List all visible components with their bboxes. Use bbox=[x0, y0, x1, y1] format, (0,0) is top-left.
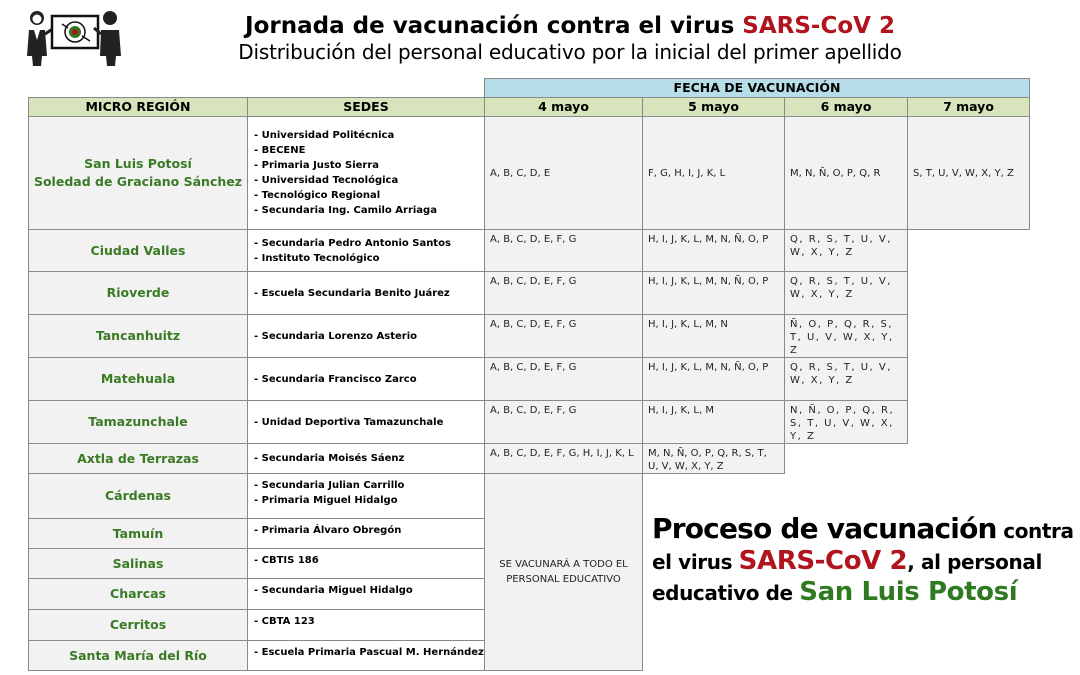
region-cell bbox=[28, 400, 248, 444]
letters-text: H, I, J, K, L, M bbox=[648, 405, 714, 416]
sedes-cell bbox=[247, 548, 485, 579]
letters-text: A, B, C, D, E, F, G bbox=[490, 405, 577, 416]
sedes-cell bbox=[247, 116, 485, 230]
letters-text: F, G, H, I, J, K, L bbox=[648, 167, 726, 179]
sede-item: - Unidad Deportiva Tamazunchale bbox=[254, 416, 444, 428]
region-cell bbox=[28, 518, 248, 549]
letters-text: Q, R, S, T, U, V, W, X, Y, Z bbox=[790, 234, 892, 258]
col-header-micro-region: MICRO REGIÓN bbox=[28, 97, 248, 117]
region-cell bbox=[28, 443, 248, 474]
letters-cell bbox=[642, 116, 785, 230]
region-name: Tamazunchale bbox=[88, 414, 188, 429]
col-header-date: 6 mayo bbox=[784, 97, 908, 117]
letters-text: S, T, U, V, W, X, Y, Z bbox=[913, 167, 1014, 179]
region-cell bbox=[28, 640, 248, 671]
sedes-cell bbox=[247, 357, 485, 401]
region-cell bbox=[28, 578, 248, 610]
vaccination-presentation-icon bbox=[24, 6, 124, 68]
sede-item: - Secundaria Julian Carrillo bbox=[254, 480, 405, 491]
letters-cell bbox=[484, 229, 643, 272]
letters-text: M, N, Ñ, O, P, Q, R bbox=[790, 167, 881, 179]
sedes-cell bbox=[247, 443, 485, 474]
region-name: Matehuala bbox=[100, 371, 176, 386]
letters-cell bbox=[784, 357, 908, 401]
sedes-cell bbox=[247, 314, 485, 358]
region-name: Soledad de Graciano Sánchez bbox=[33, 174, 243, 189]
sede-item: - Secundaria Francisco Zarco bbox=[254, 373, 417, 385]
letters-text: M, N, Ñ, O, P, Q, R, S, T, U, V, W, X, Y, Z bbox=[648, 448, 767, 472]
sede-item: - Primaria Miguel Hidalgo bbox=[254, 495, 398, 506]
letters-cell bbox=[484, 357, 643, 401]
letters-cell bbox=[484, 443, 643, 474]
letters-cell bbox=[784, 271, 908, 315]
letters-text: H, I, J, K, L, M, N, Ñ, O, P bbox=[648, 234, 769, 245]
col-header-date: 7 mayo bbox=[907, 97, 1030, 117]
letters-cell bbox=[784, 314, 908, 358]
region-name: Cerritos bbox=[109, 617, 167, 632]
letters-cell bbox=[484, 271, 643, 315]
letters-cell bbox=[642, 400, 785, 444]
letters-cell bbox=[484, 116, 643, 230]
letters-cell bbox=[642, 229, 785, 272]
letters-cell bbox=[642, 271, 785, 315]
region-cell bbox=[28, 314, 248, 358]
letters-text: Q, R, S, T, U, V, W, X, Y, Z bbox=[790, 362, 892, 386]
sede-item: - Primaria Álvaro Obregón bbox=[254, 525, 402, 536]
sede-item: - Secundaria Lorenzo Asterio bbox=[254, 330, 418, 342]
region-name: Charcas bbox=[110, 586, 166, 601]
letters-text: H, I, J, K, L, M, N, Ñ, O, P bbox=[648, 276, 769, 287]
letters-text: A, B, C, D, E, F, G, H, I, J, K, L bbox=[490, 448, 634, 459]
sedes-cell bbox=[247, 400, 485, 444]
region-cell bbox=[28, 473, 248, 519]
sede-item: - CBTIS 186 bbox=[254, 555, 319, 566]
sedes-cell bbox=[247, 578, 485, 610]
region-name: Tamuín bbox=[112, 525, 164, 541]
region-cell bbox=[28, 229, 248, 272]
todo-personal-cell: SE VACUNARÁ A TODO EL PERSONAL EDUCATIVO bbox=[484, 473, 643, 671]
letters-text: Q, R, S, T, U, V, W, X, Y, Z bbox=[790, 276, 892, 300]
region-cell bbox=[28, 116, 248, 230]
letters-cell bbox=[784, 400, 908, 444]
letters-cell bbox=[642, 314, 785, 358]
sedes-cell bbox=[247, 518, 485, 549]
region-name: Rioverde bbox=[106, 285, 170, 300]
sede-item: - Escuela Secundaria Benito Juárez bbox=[254, 287, 450, 299]
col-header-sedes: SEDES bbox=[247, 97, 485, 117]
sedes-cell bbox=[247, 271, 485, 315]
sedes-cell bbox=[247, 229, 485, 272]
region-name: Santa María del Río bbox=[69, 647, 207, 663]
region-name: Salinas bbox=[112, 555, 164, 571]
letters-text: Ñ, O, P, Q, R, S, T, U, V, W, X, Y, Z bbox=[790, 319, 894, 356]
region-name: Axtla de Terrazas bbox=[77, 450, 199, 466]
sedes-cell bbox=[247, 473, 485, 519]
sede-item: - Secundaria Moisés Sáenz bbox=[254, 453, 405, 464]
letters-text: N, Ñ, O, P, Q, R, S, T, U, V, W, X, Y, Z bbox=[790, 405, 895, 442]
sede-item: - Secundaria Pedro Antonio Santos bbox=[254, 237, 451, 249]
region-cell bbox=[28, 609, 248, 641]
letters-cell bbox=[484, 314, 643, 358]
sede-item: - Instituto Tecnológico bbox=[254, 252, 380, 264]
letters-text: H, I, J, K, L, M, N, Ñ, O, P bbox=[648, 362, 769, 373]
letters-text: A, B, C, D, E bbox=[490, 167, 551, 179]
page-title: Jornada de vacunación contra el virus SARS-CoV 2 bbox=[245, 13, 895, 39]
region-cell bbox=[28, 357, 248, 401]
region-name: San Luis Potosí bbox=[84, 156, 192, 171]
proceso-heading: Proceso de vacunación contra el virus SARS-CoV 2, al personal educativo de San Luis Potosí bbox=[652, 512, 1074, 607]
letters-text: H, I, J, K, L, M, N bbox=[648, 319, 728, 330]
fecha-vacunacion-header: FECHA DE VACUNACIÓN bbox=[484, 78, 1030, 98]
sede-item: - Primaria Justo Sierra bbox=[254, 160, 380, 171]
sede-item: - Universidad Politécnica bbox=[254, 130, 395, 141]
letters-text: A, B, C, D, E, F, G bbox=[490, 362, 577, 373]
region-cell bbox=[28, 548, 248, 579]
sede-item: - Secundaria Miguel Hidalgo bbox=[254, 585, 413, 596]
sedes-cell bbox=[247, 609, 485, 641]
letters-cell bbox=[907, 116, 1030, 230]
sedes-cell bbox=[247, 640, 485, 671]
sede-item: - Universidad Tecnológica bbox=[254, 175, 399, 186]
col-header-date: 5 mayo bbox=[642, 97, 785, 117]
letters-cell bbox=[642, 357, 785, 401]
sede-item: - Secundaria Ing. Camilo Arriaga bbox=[254, 205, 437, 216]
letters-cell bbox=[484, 400, 643, 444]
letters-cell bbox=[642, 443, 785, 474]
letters-cell bbox=[784, 229, 908, 272]
virus-name: SARS-CoV 2 bbox=[742, 13, 895, 39]
region-name: Cárdenas bbox=[105, 488, 171, 503]
region-name: Ciudad Valles bbox=[90, 242, 186, 258]
page-subtitle: Distribución del personal educativo por la inicial del primer apellido bbox=[238, 40, 902, 64]
sede-item: - Tecnológico Regional bbox=[254, 190, 381, 201]
sede-item: - CBTA 123 bbox=[254, 616, 315, 627]
col-header-date: 4 mayo bbox=[484, 97, 643, 117]
region-cell bbox=[28, 271, 248, 315]
letters-cell bbox=[784, 116, 908, 230]
letters-text: A, B, C, D, E, F, G bbox=[490, 234, 577, 245]
sede-item: - Escuela Primaria Pascual M. Hernández bbox=[254, 647, 484, 658]
sede-item: - BECENE bbox=[254, 145, 306, 156]
letters-text: A, B, C, D, E, F, G bbox=[490, 319, 577, 330]
letters-text: A, B, C, D, E, F, G bbox=[490, 276, 577, 287]
region-name: Tancanhuitz bbox=[95, 328, 181, 343]
